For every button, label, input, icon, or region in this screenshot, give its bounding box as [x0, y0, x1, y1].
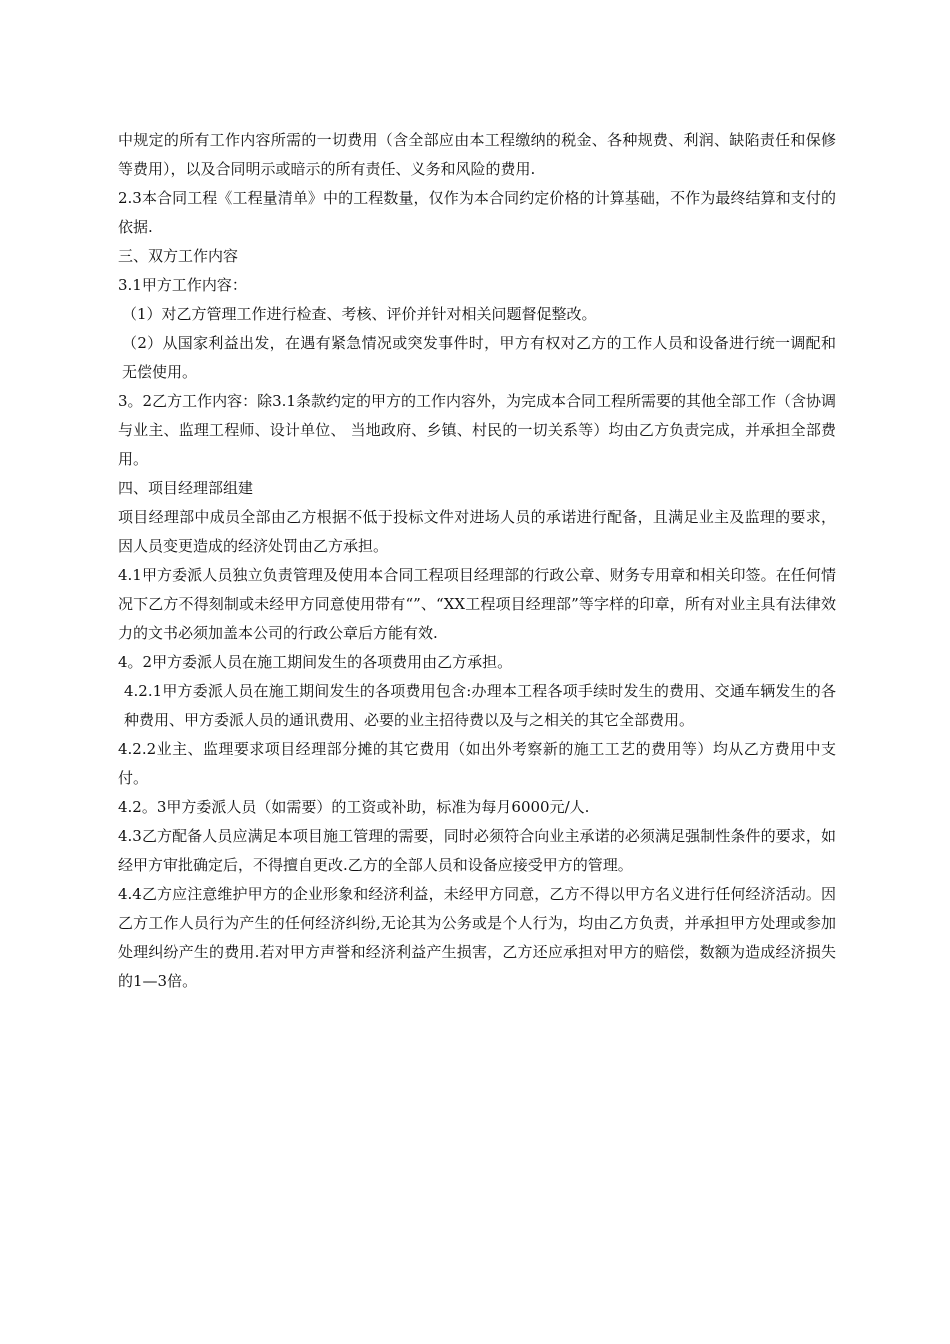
- paragraph-3-1: 3.1甲方工作内容：: [118, 276, 247, 294]
- paragraph-4-2-2: 4.2.2业主、监理要求项目经理部分摊的其它费用（如出外考察新的施工工艺的费用等）均从乙方费用中支付。: [118, 740, 836, 787]
- paragraph-4-3: 4.3乙方配备人员应满足本项目施工管理的需要，同时必须符合向业主承诺的必须满足强制性条件的要求，如经甲方审批确定后，不得擅自更改.乙方的全部人员和设备应接受甲方的管理。: [118, 827, 836, 874]
- contract-body: [118, 126, 836, 996]
- paragraph-cost-scope: 中规定的所有工作内容所需的一切费用（含全部应由本工程缴纳的税金、各种规费、利润、缺陷责任和保修等费用），以及合同明示或暗示的所有责任、义务和风险的费用.: [118, 131, 836, 178]
- paragraph-4-2-3: 4.2。3甲方委派人员（如需要）的工资或补助，标准为每月6000元/人.: [118, 798, 590, 816]
- paragraph-3-1-item-2: （2）从国家利益出发，在遇有紧急情况或突发事件时，甲方有权对乙方的工作人员和设备进行统一调配和无偿使用。: [122, 334, 836, 381]
- paragraph-section-4-intro: 项目经理部中成员全部由乙方根据不低于投标文件对进场人员的承诺进行配备，且满足业主及监理的要求，因人员变更造成的经济处罚由乙方承担。: [118, 508, 836, 555]
- paragraph-4-1: 4.1甲方委派人员独立负责管理及使用本合同工程项目经理部的行政公章、财务专用章和相关印签。在任何情况下乙方不得刻制或未经甲方同意使用带有“”、“XX工程项目经理部”等字样的印章，所有对业主具有法律效力的文书必须加盖本公司的行政公章后方能有效.: [118, 566, 836, 642]
- paragraph-4-2-1: 4.2.1甲方委派人员在施工期间发生的各项费用包含:办理本工程各项手续时发生的费用、交通车辆发生的各种费用、甲方委派人员的通讯费用、必要的业主招待费以及与之相关的其它全部费用。: [124, 682, 836, 729]
- paragraph-2-3: 2.3本合同工程《工程量清单》中的工程数量，仅作为本合同约定价格的计算基础，不作为最终结算和支付的依据.: [118, 189, 836, 236]
- paragraph-4-2: 4。2甲方委派人员在施工期间发生的各项费用由乙方承担。: [118, 653, 513, 671]
- heading-section-3: 三、双方工作内容: [118, 247, 239, 265]
- paragraph-3-1-item-1: （1）对乙方管理工作进行检查、考核、评价并针对相关问题督促整改。: [122, 305, 597, 323]
- paragraph-3-2: 3。2乙方工作内容：除3.1条款约定的甲方的工作内容外，为完成本合同工程所需要的其他全部工作（含协调与业主、监理工程师、设计单位、 当地政府、乡镇、村民的一切关系等）均由乙方负责完成，并承担全部费用。: [118, 392, 836, 468]
- heading-section-4: 四、项目经理部组建: [118, 479, 254, 497]
- paragraph-4-4: 4.4乙方应注意维护甲方的企业形象和经济利益，未经甲方同意，乙方不得以甲方名义进行任何经济活动。因乙方工作人员行为产生的任何经济纠纷,无论其为公务或是个人行为，均由乙方负责，并承担甲方处理或参加处理纠纷产生的费用.若对甲方声誉和经济利益产生损害，乙方还应承担对甲方的赔偿，数额为造成经济损失的1—3倍。: [118, 885, 836, 990]
